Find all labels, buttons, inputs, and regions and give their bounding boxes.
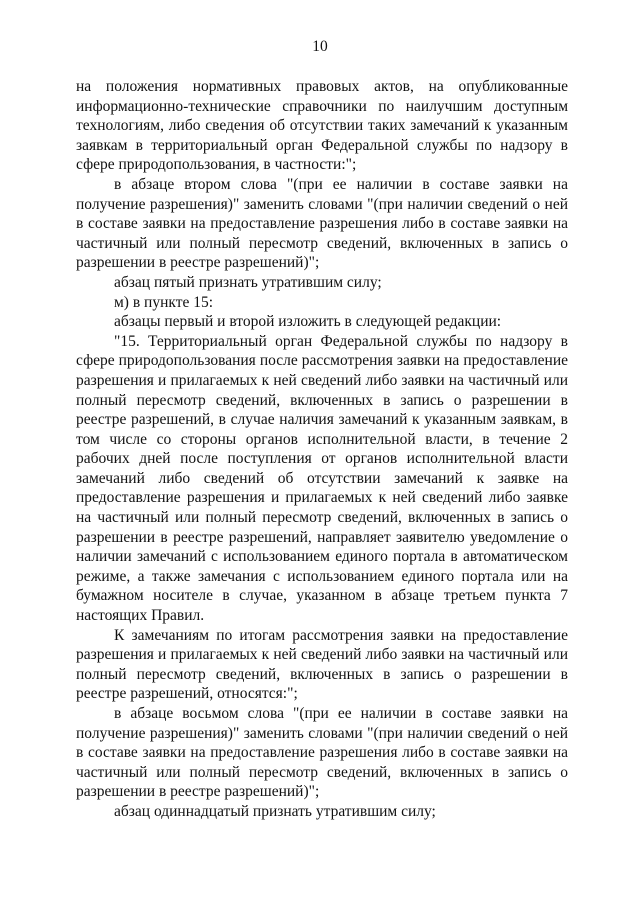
paragraph: м) в пункте 15:	[114, 293, 214, 311]
paragraph: абзац пятый признать утратившим силу;	[114, 273, 382, 291]
paragraph: абзац одиннадцатый признать утратившим силу;	[114, 802, 436, 820]
paragraph: на положения нормативных правовых актов, на опубликованные информационно-технические справочники по наилучшим доступным технологиям, либо сведения об отсутствии таких замечаний к указанным заявкам в территориальный орган Федеральной службы по надзору в сфере природопользования, в частности:";	[76, 78, 568, 174]
page-number: 10	[312, 38, 328, 55]
paragraph: абзацы первый и второй изложить в следующей редакции:	[114, 313, 502, 331]
paragraph: "15. Территориальный орган Федеральной службы по надзору в сфере природопользования после рассмотрения заявки на предоставление разрешения и прилагаемых к ней сведений либо заявки на частичный или полный пересмотр сведений, включенных в запись о разрешении в реестре разрешений, в случае наличия замечаний к указанным заявкам, в том числе со стороны органов исполнительной власти, в течение 2 рабочих дней после поступления от органов исполнительной власти замечаний либо сведений об отсутствии замечаний к заявке на предоставление разрешения и прилагаемых к ней сведений либо заявке на частичный или полный пересмотр сведений, включенных в запись о разрешении в реестре разрешений, направляет заявителю уведомление о наличии замечаний с использованием единого портала в автоматическом режиме, а также замечания с использованием единого портала или на бумажном носителе в случае, указанном в абзаце третьем пункта 7 настоящих Правил.	[76, 332, 568, 625]
paragraph: в абзаце втором слова "(при ее наличии в составе заявки на получение разрешения)" заменить словами "(при наличии сведений о ней в составе заявки на предоставление разрешения либо в составе заявки на частичный или полный пересмотр сведений, включенных в запись о разрешении в реестре разрешений)";	[76, 175, 568, 272]
paragraph: в абзаце восьмом слова "(при ее наличии в составе заявки на получение разрешения)" заменить словами "(при наличии сведений о ней в составе заявки на предоставление разрешения либо в составе заявки на частичный или полный пересмотр сведений, включенных в запись о разрешении в реестре разрешений)";	[76, 705, 568, 801]
document-body	[76, 77, 568, 822]
paragraph: К замечаниям по итогам рассмотрения заявки на предоставление разрешения и прилагаемых к ней сведений либо заявки на частичный или полный пересмотр сведений, включенных в запись о разрешении в реестре разрешений, относятся:";	[76, 626, 568, 703]
